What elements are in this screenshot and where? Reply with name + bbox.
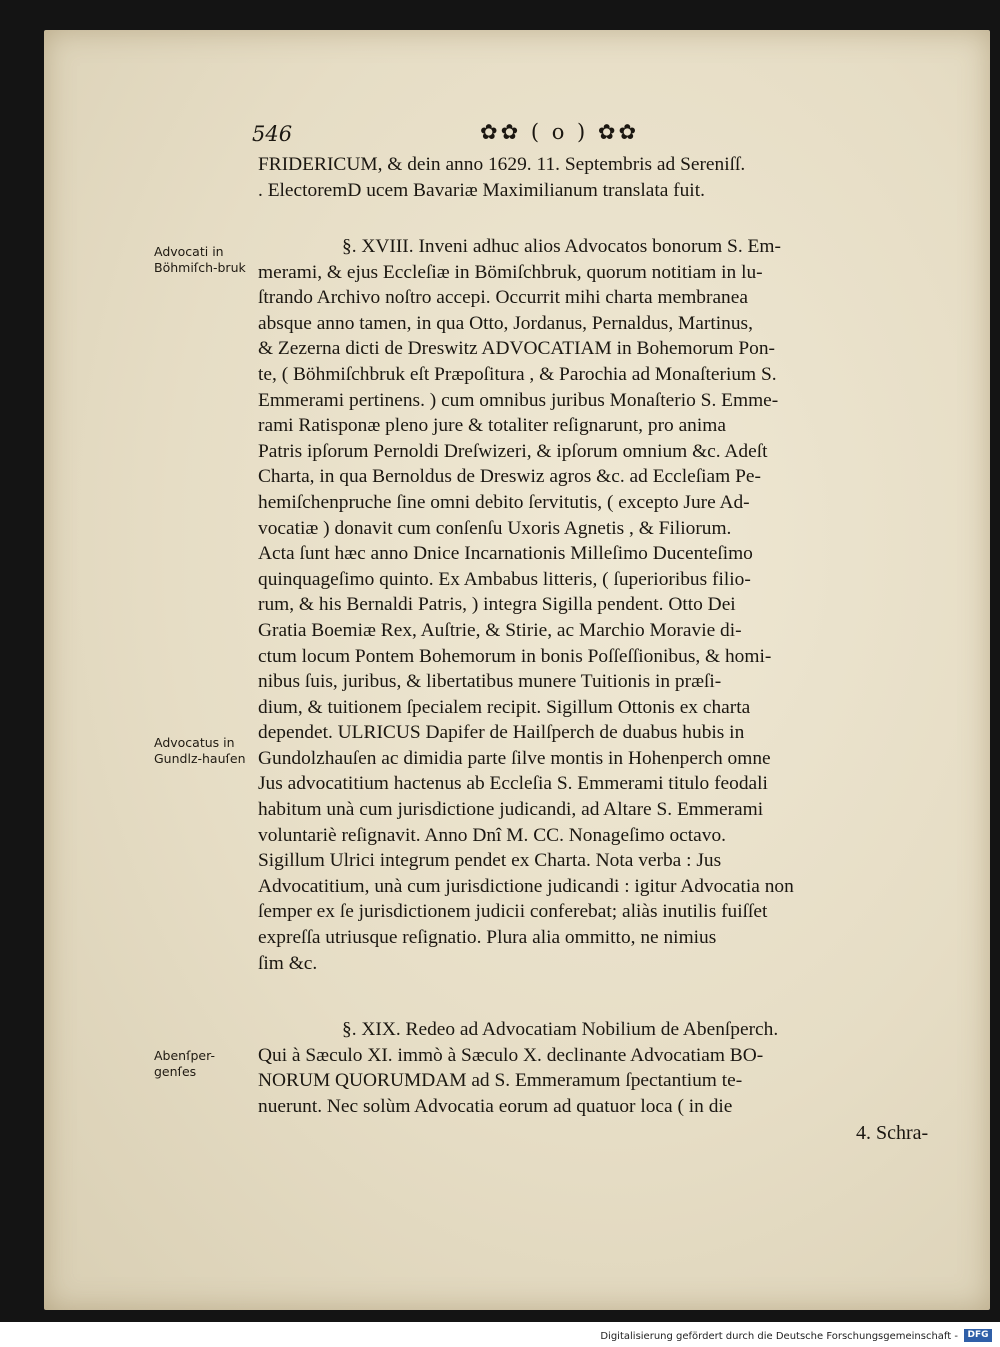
text-line: Advocatitium, unà cum jurisdictione judicandi : igitur Advocatia non <box>258 875 794 897</box>
book-page <box>44 30 990 1310</box>
text-line: NORUM QUORUMDAM ad S. Emmeramum ſpectantium te- <box>258 1070 743 1092</box>
page-header <box>252 120 952 150</box>
catchword: 4. Schra- <box>856 1122 929 1144</box>
text-line: habitum unà cum jurisdictione judicandi, ad Altare S. Emmerami <box>258 799 764 821</box>
text-line: merami, & ejus Eccleſiæ in Bömiſchbruk, quorum notitiam in lu- <box>258 261 763 283</box>
text-line: vocatiæ ) donavit cum conſenſu Uxoris Agnetis , & Filiorum. <box>258 517 732 539</box>
text-line: te, ( Böhmiſchbruk eſt Præpoſitura , & Parochia ad Monaſterium S. <box>258 363 777 385</box>
text-line: Gundolzhauſen ac dimidia parte ſilve montis in Hohenperch omne <box>258 747 771 769</box>
text-line: hemiſchenpruche ſine omni debito ſervitutis, ( excepto Jure Ad- <box>258 491 750 513</box>
text-line: rum, & his Bernaldi Patris, ) integra Sigilla pendent. Otto Dei <box>258 594 736 616</box>
text-line: voluntariè reſignavit. Anno Dnî M. CC. Nonageſimo octavo. <box>258 824 726 846</box>
text-line: FRIDERICUM, & dein anno 1629. 11. Septembris ad Sereniſſ. <box>258 154 746 175</box>
text-line: Acta ſunt hæc anno Dnice Incarnationis Milleſimo Ducenteſimo <box>258 543 753 565</box>
text-line: expreſſa utriusque reſignatio. Plura alia ommitto, ne nimius <box>258 927 717 949</box>
text-line: §. XIX. Redeo ad Advocatiam Nobilium de Abenſperch. <box>342 1019 779 1040</box>
text-line: ſtrando Archivo noſtro accepi. Occurrit mihi charta membranea <box>258 287 748 309</box>
section-18-paragraph <box>258 234 958 976</box>
text-line: . ElectoremD ucem Bavariæ Maximilianum translata fuit. <box>258 179 705 201</box>
header-ornament: ✿✿ ( o ) ✿✿ <box>480 120 640 144</box>
text-line: Charta, in qua Bernoldus de Dreswiz agros &c. ad Eccleſiam Pe- <box>258 466 761 488</box>
text-line: Emmerami pertinens. ) cum omnibus juribus Monaſterio S. Emme- <box>258 389 779 411</box>
text-line: nuerunt. Nec solùm Advocatia eorum ad quatuor loca ( in die <box>258 1095 733 1117</box>
text-line: Gratia Boemiæ Rex, Auſtrie, & Stirie, ac Marchio Moravie di- <box>258 619 742 641</box>
text-line: & Zezerna dicti de Dreswitz ADVOCATIAM in Bohemorum Pon- <box>258 338 775 360</box>
text-line: Sigillum Ulrici integrum pendet ex Charta. Nota verba : Jus <box>258 850 722 872</box>
text-line: ſim &c. <box>258 952 318 974</box>
margin-note-abensperg: Abenſper-genſes <box>154 1048 215 1079</box>
text-line: rami Ratisponæ pleno jure & totaliter reſignarunt, pro anima <box>258 415 726 437</box>
text-line: absque anno tamen, in qua Otto, Jordanus, Pernaldus, Martinus, <box>258 312 753 334</box>
margin-note-advocatus: Advocatus in Gundlz-hauſen <box>154 735 246 766</box>
page-number: 546 <box>252 122 293 146</box>
dfg-logo: DFG <box>964 1329 992 1342</box>
intro-paragraph <box>258 152 958 203</box>
margin-note-advocati: Advocati in Böhmiſch-bruk <box>154 244 246 275</box>
text-line: dium, & tuitionem ſpecialem recipit. Sigillum Ottonis ex charta <box>258 696 751 718</box>
section-19-paragraph <box>258 1017 958 1119</box>
text-line: nibus ſuis, juribus, & libertatibus munere Tuitionis in præſi- <box>258 671 722 693</box>
text-line: Jus advocatitium hactenus ab Eccleſia S. Emmerami titulo feodali <box>258 773 768 795</box>
text-line: ctum locum Pontem Bohemorum in bonis Poſſeſſionibus, & homi- <box>258 645 772 667</box>
text-line: §. XVIII. Inveni adhuc alios Advocatos bonorum S. Em- <box>342 236 781 257</box>
text-line: dependet. ULRICUS Dapifer de Hailſperch de duabus hubis in <box>258 722 745 744</box>
footer-credit: Digitalisierung gefördert durch die Deutsche Forschungsgemeinschaft - <box>600 1331 958 1342</box>
text-line: quinquageſimo quinto. Ex Ambabus litteris, ( ſuperioribus filio- <box>258 568 751 590</box>
text-line: ſemper ex ſe jurisdictionem judicii conferebat; aliàs inutilis fuiſſet <box>258 901 768 923</box>
text-line: Patris ipſorum Pernoldi Dreſwizeri, & ipſorum omnium &c. Adeſt <box>258 440 768 462</box>
text-line: Qui à Sæculo XI. immò à Sæculo X. declinante Advocatiam BO- <box>258 1044 764 1066</box>
